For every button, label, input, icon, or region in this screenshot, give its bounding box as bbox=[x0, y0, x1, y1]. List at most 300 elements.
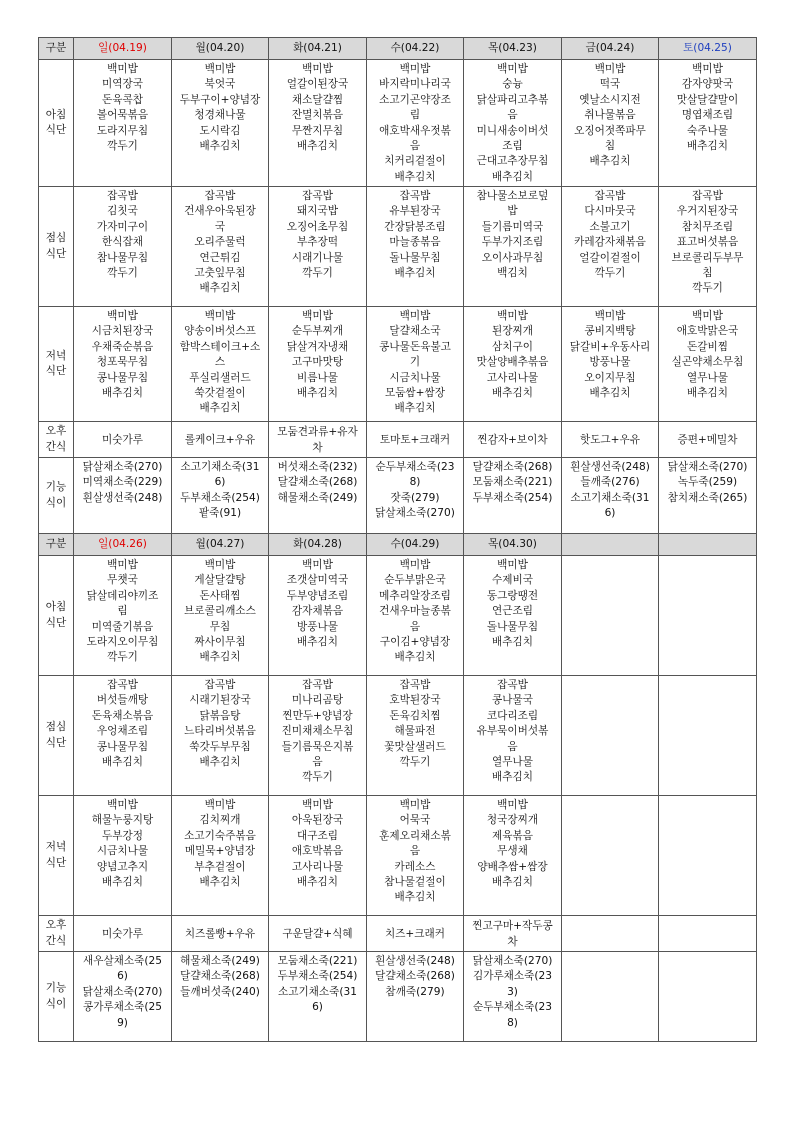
menu-cell bbox=[74, 952, 172, 1042]
menu-item: 배추김치 bbox=[394, 651, 436, 664]
menu-item: 도라지무침 bbox=[96, 124, 149, 137]
menu-item: 깍두기 bbox=[594, 267, 626, 280]
menu-item: 백미밥 bbox=[399, 310, 431, 322]
menu-item: 백미밥 bbox=[594, 63, 626, 75]
functional-row bbox=[39, 952, 757, 1042]
menu-cell bbox=[172, 952, 269, 1042]
menu-item: 배추김치 bbox=[102, 387, 143, 400]
menu-item: 돈갈비찜 bbox=[687, 340, 728, 353]
menu-item: 참깨죽(279) bbox=[385, 985, 445, 998]
header-label: 구분 bbox=[39, 534, 74, 556]
row-label-line: 식단 bbox=[45, 365, 67, 377]
menu-item: 잡곡밥 bbox=[204, 679, 236, 691]
menu-item: 무짠지무침 bbox=[291, 124, 344, 137]
menu-item: 핫도그+우유 bbox=[579, 433, 641, 446]
menu-cell bbox=[74, 916, 172, 952]
menu-item: 애호박새우젓볶 bbox=[379, 124, 451, 137]
functional-row-label bbox=[39, 458, 74, 534]
menu-item: 돈육콕찹 bbox=[102, 93, 143, 106]
menu-cell bbox=[172, 676, 269, 796]
menu-item: 잡곡밥 bbox=[302, 190, 333, 202]
menu-item: 청포묵무침 bbox=[96, 356, 149, 369]
menu-item: 배추김치 bbox=[492, 771, 533, 784]
menu-item: 백미밥 bbox=[107, 559, 138, 571]
menu-item: 백미밥 bbox=[497, 799, 528, 811]
menu-item: 건새우마늘종볶 bbox=[379, 605, 451, 618]
menu-cell bbox=[74, 422, 172, 458]
menu-item: 콩나물무침 bbox=[96, 740, 149, 753]
menu-item: 새우살채소죽(25 bbox=[82, 955, 162, 967]
menu-item: 녹두죽(259) bbox=[677, 476, 738, 489]
menu-item: 백미밥 bbox=[204, 799, 236, 811]
menu-cell bbox=[269, 556, 367, 676]
menu-item: 미역채소죽(229) bbox=[82, 476, 163, 489]
menu-item: 백미밥 bbox=[302, 799, 333, 811]
row-label-line: 기능 bbox=[45, 982, 67, 995]
menu-item: 찐감자+보이차 bbox=[477, 433, 548, 446]
menu-item: 푸실리샐러드 bbox=[189, 371, 251, 384]
menu-item: 달걀채소죽(268) bbox=[180, 970, 260, 983]
menu-item: 맛살양배추볶음 bbox=[476, 356, 549, 369]
menu-item: 두부구이+양념장 bbox=[179, 93, 261, 106]
row-label-line: 저녁 bbox=[45, 841, 67, 854]
menu-cell bbox=[562, 458, 659, 534]
row-label-line: 식단 bbox=[45, 616, 67, 629]
menu-cell bbox=[367, 187, 464, 307]
menu-cell bbox=[562, 187, 659, 307]
menu-item: 닭살채소죽(270) bbox=[667, 461, 748, 473]
menu-item: 잡곡밥 bbox=[497, 679, 528, 691]
menu-item: 백미밥 bbox=[692, 63, 723, 75]
menu-item: 참나물겉절이 bbox=[384, 876, 446, 889]
menu-item: 찐고구마+작두콩 bbox=[472, 920, 553, 933]
menu-item: 침 bbox=[604, 140, 616, 153]
menu-item: 침 bbox=[702, 267, 713, 280]
day-header: 수(04.29) bbox=[367, 534, 464, 556]
menu-cell bbox=[74, 556, 172, 676]
menu-item: 잣죽(279) bbox=[390, 491, 440, 504]
menu-cell bbox=[74, 796, 172, 916]
menu-item: 배추김치 bbox=[199, 282, 241, 295]
menu-cell bbox=[172, 60, 269, 187]
menu-item: 아욱된장국 bbox=[291, 814, 344, 827]
menu-item: 잡곡밥 bbox=[399, 190, 431, 202]
header-label: 구분 bbox=[39, 38, 74, 60]
menu-item: 연근튀김 bbox=[199, 251, 241, 264]
menu-cell bbox=[74, 187, 172, 307]
menu-item: 콩나물무침 bbox=[96, 371, 149, 384]
menu-item: 백미밥 bbox=[302, 310, 333, 322]
menu-cell bbox=[172, 916, 269, 952]
menu-item: 유부된장국 bbox=[389, 205, 441, 218]
menu-item: 백미밥 bbox=[107, 310, 138, 322]
menu-item: 잔멸치볶음 bbox=[291, 109, 344, 122]
menu-item: 깍두기 bbox=[302, 267, 333, 280]
menu-item: 증편+메밀차 bbox=[677, 433, 738, 446]
breakfast-row-label bbox=[39, 60, 74, 187]
menu-cell bbox=[269, 952, 367, 1042]
menu-item: 다시마뭇국 bbox=[584, 205, 636, 218]
day-header: 토(04.25) bbox=[659, 38, 757, 60]
menu-item: 표고버섯볶음 bbox=[676, 236, 739, 249]
menu-item: 닭살데리야끼조 bbox=[86, 589, 159, 602]
menu-item: 훈제오리채소볶 bbox=[379, 829, 451, 842]
menu-item: 열무나물 bbox=[687, 371, 728, 384]
row-label-line: 아침 bbox=[45, 601, 67, 614]
menu-item: 백미밥 bbox=[302, 63, 333, 75]
menu-item: 배추김치 bbox=[102, 876, 143, 889]
row-label-line: 오후 bbox=[45, 425, 67, 438]
menu-item: 백미밥 bbox=[204, 310, 236, 322]
menu-cell bbox=[172, 556, 269, 676]
menu-item: 명엽채조림 bbox=[681, 109, 734, 122]
menu-item: 미니새송이버섯 bbox=[476, 124, 549, 137]
breakfast-row bbox=[39, 556, 757, 676]
menu-cell bbox=[659, 458, 757, 534]
menu-item: 열무나물 bbox=[492, 756, 533, 769]
menu-cell bbox=[367, 952, 464, 1042]
menu-item: 깍두기 bbox=[302, 771, 333, 784]
menu-cell bbox=[269, 422, 367, 458]
menu-item: 콩가루채소죽(25 bbox=[82, 1001, 162, 1014]
menu-item: 들깨죽(276) bbox=[580, 476, 640, 489]
menu-item: 백미밥 bbox=[399, 559, 431, 571]
menu-item: 돌나물무침 bbox=[389, 251, 441, 264]
menu-item: 미나리곰탕 bbox=[291, 694, 344, 707]
menu-item: 잡곡밥 bbox=[594, 190, 626, 202]
menu-item: 버섯채소죽(232) bbox=[277, 461, 358, 473]
menu-item: 오이사과무침 bbox=[481, 251, 544, 264]
menu-item: 순두부채소죽(23 bbox=[375, 461, 455, 473]
menu-item: 소고기숙주볶음 bbox=[184, 829, 256, 842]
menu-cell bbox=[172, 422, 269, 458]
menu-item: 한식잡채 bbox=[102, 236, 143, 249]
menu-item: 6) bbox=[312, 1001, 323, 1014]
menu-cell bbox=[367, 676, 464, 796]
menu-item: 차 bbox=[507, 935, 518, 948]
menu-item: 도시락김 bbox=[199, 124, 241, 137]
menu-item: 두부강정 bbox=[102, 829, 143, 842]
day-header: 화(04.21) bbox=[269, 38, 367, 60]
menu-item: 가자미구이 bbox=[96, 220, 149, 233]
menu-item: 소고기채소죽(31 bbox=[180, 461, 260, 473]
menu-item: 양배추쌈+쌈장 bbox=[477, 860, 548, 873]
menu-item: 근대고추장무침 bbox=[476, 155, 549, 168]
menu-cell bbox=[562, 916, 659, 952]
menu-cell bbox=[659, 60, 757, 187]
menu-item: 배추김치 bbox=[297, 387, 338, 400]
menu-item: 고구마맛탕 bbox=[291, 356, 344, 369]
menu-item: 배추김치 bbox=[589, 387, 631, 400]
menu-item: 배추김치 bbox=[394, 267, 436, 280]
menu-item: 찐만두+양념장 bbox=[282, 709, 353, 722]
menu-item: 백미밥 bbox=[204, 559, 236, 571]
day-header: 금(04.24) bbox=[562, 38, 659, 60]
menu-item: 오리주물럭 bbox=[194, 236, 246, 249]
menu-item: 배추김치 bbox=[199, 402, 241, 415]
menu-item: 조림 bbox=[502, 140, 523, 153]
menu-item: 두부양념조림 bbox=[286, 589, 349, 602]
menu-cell bbox=[172, 307, 269, 422]
menu-item: 실곤약채소무침 bbox=[671, 356, 744, 369]
menu-item: 차 bbox=[312, 441, 323, 454]
menu-item: 잡곡밥 bbox=[692, 190, 723, 202]
menu-item: 도라지오이무침 bbox=[86, 636, 159, 649]
menu-item: 스 bbox=[214, 356, 226, 369]
menu-cell bbox=[464, 556, 562, 676]
menu-cell bbox=[74, 676, 172, 796]
menu-item: 참치무조림 bbox=[681, 220, 734, 233]
menu-item: 배추김치 bbox=[199, 756, 241, 769]
menu-item: 우채죽순볶음 bbox=[91, 340, 154, 353]
menu-item: 깍두기 bbox=[692, 282, 723, 295]
menu-cell bbox=[367, 422, 464, 458]
row-label-line: 간식 bbox=[45, 934, 67, 947]
menu-item: 양송이버섯스프 bbox=[184, 325, 256, 338]
menu-item: 배추김치 bbox=[199, 140, 241, 153]
menu-item: 음 bbox=[409, 620, 421, 633]
menu-item: 고춧잎무침 bbox=[194, 267, 246, 280]
menu-item: 청경채나물 bbox=[194, 109, 246, 122]
menu-cell bbox=[367, 60, 464, 187]
menu-item: 대구조림 bbox=[297, 829, 338, 842]
menu-item: 음 bbox=[409, 845, 421, 858]
menu-item: 오징어초무침 bbox=[286, 220, 349, 233]
menu-item: 양념고추지 bbox=[96, 860, 149, 873]
menu-item: 배추김치 bbox=[199, 876, 241, 889]
menu-item: 음 bbox=[507, 109, 518, 122]
menu-cell bbox=[464, 796, 562, 916]
menu-item: 고사리나물 bbox=[486, 371, 539, 384]
dinner-row bbox=[39, 307, 757, 422]
row-label-line: 식단 bbox=[45, 247, 67, 260]
menu-item: 잡곡밥 bbox=[107, 679, 138, 691]
menu-cell bbox=[269, 60, 367, 187]
menu-item: 음 bbox=[312, 756, 323, 769]
dinner-row-label bbox=[39, 307, 74, 422]
menu-item: 잡곡밥 bbox=[107, 190, 138, 202]
menu-item: 깍두기 bbox=[107, 267, 138, 280]
menu-item: 모둠견과류+유자 bbox=[277, 426, 358, 439]
menu-cell bbox=[269, 916, 367, 952]
day-header: 목(04.23) bbox=[464, 38, 562, 60]
menu-item: 시금치나물 bbox=[96, 845, 149, 858]
menu-item: 백미밥 bbox=[594, 310, 626, 322]
menu-item: 맛살달걀말이 bbox=[676, 93, 739, 106]
menu-item: 흰살생선죽(248) bbox=[82, 491, 163, 504]
menu-item: 옛날소시지전 bbox=[579, 93, 641, 106]
menu-item: 흰살생선죽(248) bbox=[570, 461, 650, 473]
menu-item: 된장찌개 bbox=[492, 325, 533, 338]
day-header: 월(04.27) bbox=[172, 534, 269, 556]
menu-cell bbox=[464, 952, 562, 1042]
menu-item: 들깨버섯죽(240) bbox=[180, 985, 260, 998]
menu-item: 백미밥 bbox=[497, 63, 528, 75]
row-label-line: 식이 bbox=[45, 496, 67, 509]
functional-row bbox=[39, 458, 757, 534]
menu-cell bbox=[367, 307, 464, 422]
menu-cell bbox=[464, 307, 562, 422]
menu-item: 김칫국 bbox=[107, 205, 138, 218]
row-label-line: 식단 bbox=[45, 856, 67, 869]
menu-item: 숭늉 bbox=[502, 78, 523, 91]
menu-item: 닭살채소죽(270) bbox=[375, 507, 455, 520]
menu-item: 삼치구이 bbox=[492, 340, 533, 353]
menu-item: 참나물소보로덮 bbox=[476, 190, 549, 202]
menu-item: 들기름묵은지볶 bbox=[281, 740, 354, 753]
menu-item: 취나물볶음 bbox=[584, 109, 636, 122]
menu-item: 6) bbox=[214, 476, 226, 489]
menu-item: 참나물무침 bbox=[96, 251, 149, 264]
menu-item: 백미밥 bbox=[204, 63, 236, 75]
menu-item: 치즈롤빵+우유 bbox=[184, 927, 256, 940]
menu-item: 잡곡밥 bbox=[204, 190, 236, 202]
menu-item: 구이김+양념장 bbox=[379, 636, 451, 649]
menu-item: 닭살채소죽(270) bbox=[472, 955, 553, 967]
menu-item: 백미밥 bbox=[497, 559, 528, 571]
menu-item: 고사리나물 bbox=[291, 860, 344, 873]
menu-cell bbox=[269, 307, 367, 422]
menu-item: 배추김치 bbox=[102, 756, 143, 769]
menu-item: 부추겉절이 bbox=[194, 860, 246, 873]
day-header: 일(04.26) bbox=[74, 534, 172, 556]
menu-item: 북엇국 bbox=[204, 78, 236, 91]
menu-item: 수제비국 bbox=[492, 574, 533, 587]
menu-item: 3) bbox=[507, 985, 518, 998]
menu-item: 소고기채소죽(31 bbox=[570, 491, 650, 504]
menu-item: 백미밥 bbox=[107, 799, 138, 811]
menu-cell bbox=[659, 676, 757, 796]
menu-item: 달걀채소국 bbox=[389, 325, 441, 338]
menu-item: 소고기곤약장조 bbox=[379, 93, 451, 106]
row-label-line: 아침 bbox=[45, 108, 67, 121]
menu-item: 배추김치 bbox=[589, 155, 631, 168]
menu-item: 미숫가루 bbox=[102, 927, 143, 940]
menu-item: 팥죽(91) bbox=[198, 507, 242, 520]
menu-cell bbox=[464, 60, 562, 187]
menu-item: 돈육채소볶음 bbox=[91, 709, 154, 722]
day-header: 수(04.22) bbox=[367, 38, 464, 60]
menu-item: 쑥갓겉절이 bbox=[194, 387, 246, 400]
breakfast-row bbox=[39, 60, 757, 187]
menu-cell bbox=[74, 458, 172, 534]
menu-item: 백미밥 bbox=[302, 559, 333, 571]
menu-item: 참치채소죽(265) bbox=[667, 491, 748, 504]
menu-item: 림 bbox=[409, 109, 421, 122]
snack-row-label bbox=[39, 422, 74, 458]
snack-row bbox=[39, 422, 757, 458]
menu-cell bbox=[562, 796, 659, 916]
menu-item: 두부채소죽(254) bbox=[180, 491, 260, 504]
header-row bbox=[39, 534, 757, 556]
menu-item: 콩비지백탕 bbox=[584, 325, 636, 338]
menu-item: 제육볶음 bbox=[492, 829, 533, 842]
menu-item: 소불고기 bbox=[589, 220, 631, 233]
day-header: 목(04.30) bbox=[464, 534, 562, 556]
menu-item: 돌나물무침 bbox=[486, 620, 539, 633]
menu-item: 소고기채소죽(31 bbox=[277, 985, 357, 998]
menu-item: 닭살채소죽(270) bbox=[82, 985, 163, 998]
menu-item: 롤케이크+우유 bbox=[184, 433, 256, 446]
menu-item: 무침 bbox=[209, 620, 231, 633]
menu-item: 달걀채소죽(268) bbox=[277, 476, 358, 489]
menu-item: 순두부찌개 bbox=[291, 325, 344, 338]
menu-item: 치즈+크래커 bbox=[384, 927, 446, 940]
menu-item: 무생채 bbox=[497, 845, 528, 858]
menu-cell bbox=[464, 676, 562, 796]
menu-item: 모둠채소죽(221) bbox=[472, 476, 553, 489]
menu-cell bbox=[562, 60, 659, 187]
menu-cell bbox=[464, 916, 562, 952]
menu-cell bbox=[464, 187, 562, 307]
menu-item: 우거지된장국 bbox=[676, 205, 739, 218]
menu-item: 얼갈이겉절이 bbox=[579, 251, 641, 264]
menu-cell bbox=[367, 916, 464, 952]
menu-item: 8) bbox=[507, 1016, 518, 1029]
menu-item: 감자양팟국 bbox=[681, 78, 734, 91]
menu-item: 시금치된장국 bbox=[91, 325, 154, 338]
day-header: 화(04.28) bbox=[269, 534, 367, 556]
menu-item: 비름나물 bbox=[297, 371, 338, 384]
menu-item: 배추김치 bbox=[687, 140, 728, 153]
menu-item: 구운달걀+식혜 bbox=[282, 927, 353, 940]
menu-item: 9) bbox=[117, 1016, 128, 1029]
menu-item: 김치찌개 bbox=[199, 814, 241, 827]
menu-cell bbox=[659, 422, 757, 458]
menu-cell bbox=[464, 458, 562, 534]
day-header: 월(04.20) bbox=[172, 38, 269, 60]
menu-item: 시래기된장국 bbox=[189, 694, 251, 707]
row-label-line: 오후 bbox=[45, 919, 67, 932]
menu-item: 모둠채소죽(221) bbox=[277, 955, 358, 967]
menu-item: 동그랑땡전 bbox=[486, 589, 539, 602]
menu-item: 잡곡밥 bbox=[399, 679, 431, 691]
menu-cell bbox=[562, 422, 659, 458]
menu-item: 백미밥 bbox=[692, 310, 723, 322]
menu-cell bbox=[659, 952, 757, 1042]
menu-item: 흰살생선죽(248) bbox=[375, 955, 455, 967]
weekly-meal-table bbox=[38, 37, 757, 1042]
menu-item: 닭갈비+우동사리 bbox=[569, 340, 651, 353]
menu-cell bbox=[659, 307, 757, 422]
menu-item: 배추김치 bbox=[394, 891, 436, 904]
row-label-line: 점심 bbox=[45, 232, 67, 245]
dinner-row bbox=[39, 796, 757, 916]
menu-cell bbox=[269, 796, 367, 916]
menu-cell bbox=[74, 307, 172, 422]
menu-item: 배추김치 bbox=[394, 170, 436, 183]
menu-cell bbox=[464, 422, 562, 458]
menu-cell bbox=[172, 796, 269, 916]
menu-item: 숙주나물 bbox=[687, 124, 728, 137]
row-label-line: 식단 bbox=[45, 736, 67, 749]
menu-item: 달걀채소죽(268) bbox=[472, 461, 553, 473]
menu-item: 닭살채소죽(270) bbox=[82, 461, 163, 473]
menu-item: 배추김치 bbox=[687, 387, 728, 400]
menu-item: 미숫가루 bbox=[102, 433, 143, 446]
menu-item: 건새우아욱된장 bbox=[184, 205, 256, 218]
menu-item: 방풍나물 bbox=[589, 356, 631, 369]
menu-item: 림 bbox=[117, 605, 128, 618]
menu-item: 코다리조림 bbox=[486, 709, 539, 722]
menu-item: 우엉채조림 bbox=[96, 725, 149, 738]
menu-item: 카레소스 bbox=[394, 860, 436, 873]
snack-row-label bbox=[39, 916, 74, 952]
lunch-row-label bbox=[39, 676, 74, 796]
menu-item: 조갯살미역국 bbox=[286, 574, 349, 587]
menu-item: 오이지무침 bbox=[584, 371, 636, 384]
menu-item: 해물누룽지탕 bbox=[91, 814, 154, 827]
